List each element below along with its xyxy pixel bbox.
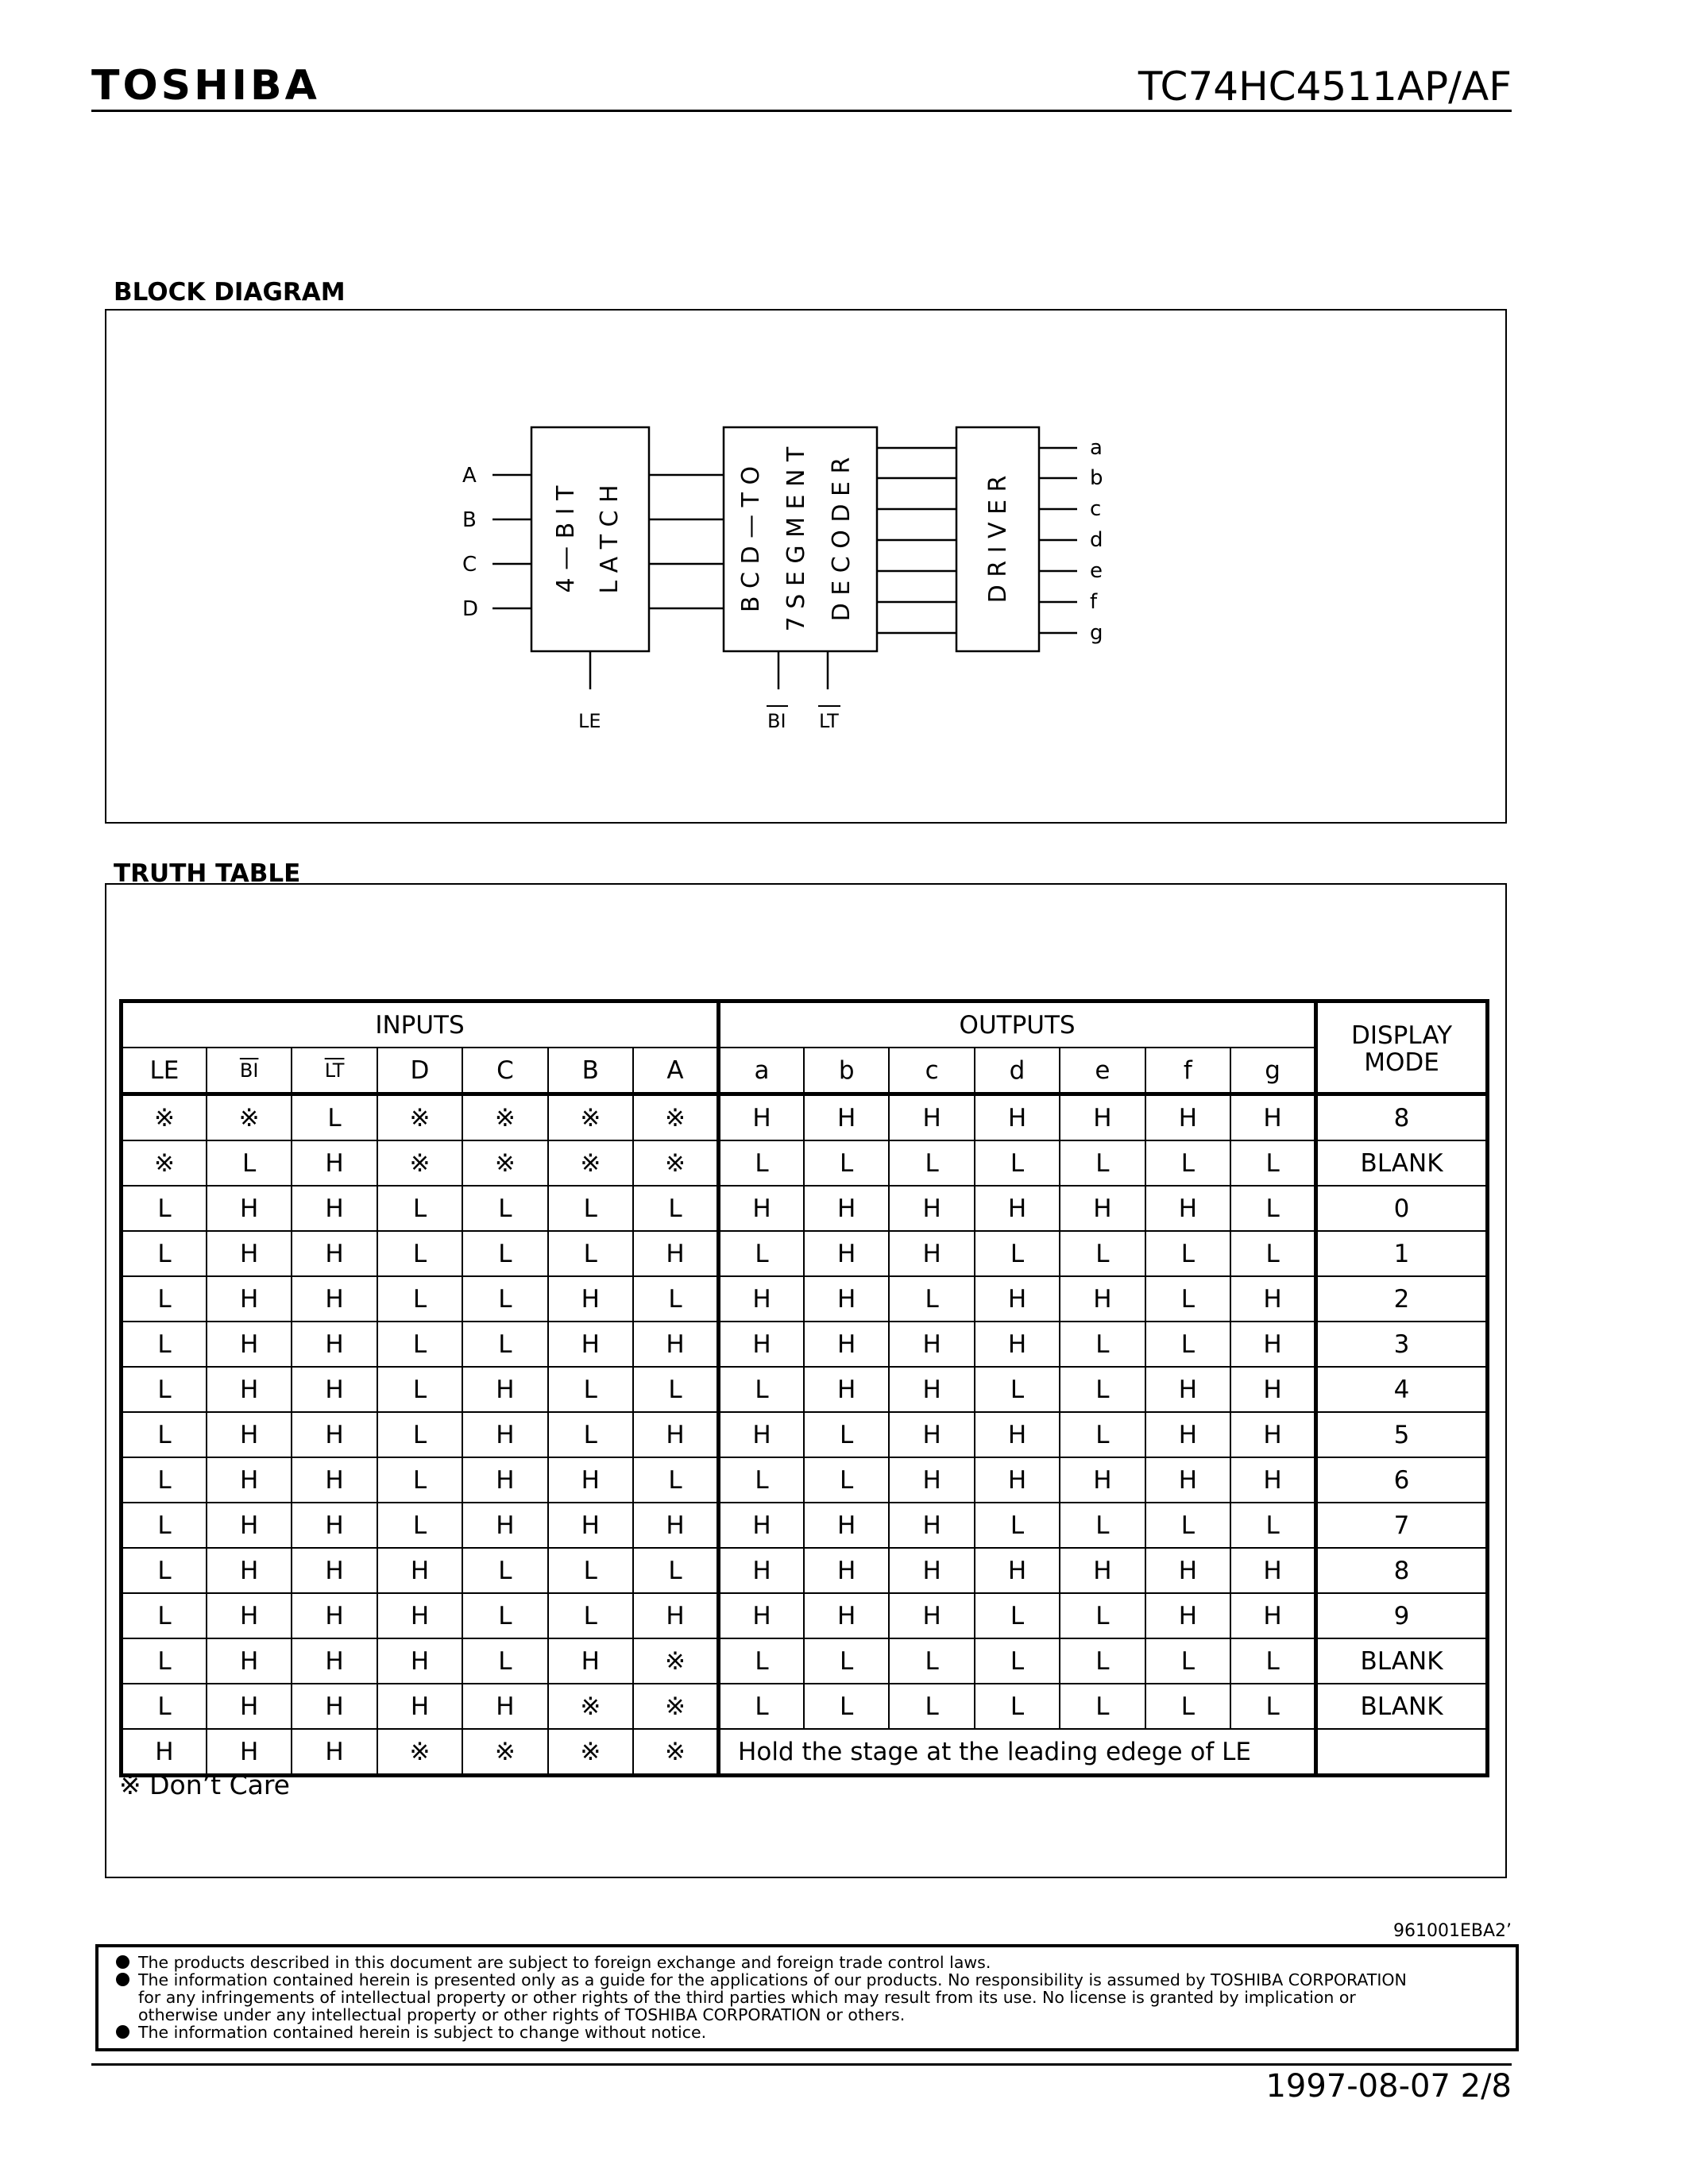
output-cell: H — [1230, 1412, 1316, 1457]
notice-text: otherwise under any intellectual property or other rights of TOSHIBA CORPORATION or others. — [138, 2005, 906, 2024]
input-cell: H — [207, 1276, 292, 1322]
output-cell: H — [1230, 1548, 1316, 1593]
output-cell: L — [1060, 1684, 1145, 1729]
output-cell: H — [1230, 1094, 1316, 1141]
input-cell: H — [207, 1638, 292, 1684]
output-cell: L — [719, 1684, 804, 1729]
input-cell: ※ — [548, 1094, 633, 1141]
output-cell: H — [804, 1186, 889, 1231]
display-mode-cell: 9 — [1316, 1593, 1488, 1638]
toshiba-logo: TOSHIBA — [91, 62, 320, 110]
inputs-group-header: INPUTS — [122, 1001, 719, 1048]
input-cell: H — [292, 1367, 377, 1412]
input-cell: H — [633, 1412, 719, 1457]
display-mode-cell: 6 — [1316, 1457, 1488, 1503]
input-cell: ※ — [633, 1094, 719, 1141]
output-cell: H — [804, 1094, 889, 1141]
input-cell: H — [207, 1231, 292, 1276]
output-cell: L — [1060, 1231, 1145, 1276]
output-cell: L — [889, 1684, 974, 1729]
input-cell: ※ — [633, 1729, 719, 1776]
input-cell: H — [207, 1322, 292, 1367]
input-cell: H — [462, 1412, 547, 1457]
output-cell: H — [889, 1593, 974, 1638]
output-cell: H — [975, 1457, 1060, 1503]
input-cell: H — [292, 1140, 377, 1186]
input-cell: H — [633, 1231, 719, 1276]
output-cell: L — [1060, 1412, 1145, 1457]
display-mode-cell: 3 — [1316, 1322, 1488, 1367]
input-cell: H — [462, 1684, 547, 1729]
input-cell: ※ — [207, 1094, 292, 1141]
output-cell: L — [804, 1457, 889, 1503]
display-mode-cell: 8 — [1316, 1094, 1488, 1141]
output-cell: L — [804, 1412, 889, 1457]
output-cell: L — [889, 1638, 974, 1684]
display-mode-cell: 0 — [1316, 1186, 1488, 1231]
notice-text: The information contained herein is presented only as a guide for the applications of our products. No responsibility is assumed by TOSHIBA CORPORATION — [138, 1970, 1407, 1989]
input-cell: H — [633, 1593, 719, 1638]
legal-notice-box — [95, 1944, 1519, 2051]
output-cell: L — [1230, 1684, 1316, 1729]
input-label-b: B — [462, 508, 477, 532]
input-cell: L — [122, 1684, 207, 1729]
output-label-g: g — [1090, 621, 1103, 645]
hold-description: Hold the stage at the leading edege of LE — [719, 1729, 1316, 1776]
input-cell: H — [207, 1593, 292, 1638]
output-cell: H — [889, 1457, 974, 1503]
notice-line — [116, 1989, 1508, 2006]
input-cell: ※ — [462, 1140, 547, 1186]
output-label-c: c — [1090, 497, 1102, 521]
output-cell: L — [1060, 1638, 1145, 1684]
output-label-d: d — [1090, 528, 1103, 552]
input-cell: L — [377, 1276, 462, 1322]
table-row — [122, 1186, 1488, 1231]
display-mode-cell: 4 — [1316, 1367, 1488, 1412]
table-row — [122, 1276, 1488, 1322]
input-cell: H — [292, 1457, 377, 1503]
block-diagram-title: BLOCK DIAGRAM — [114, 278, 346, 307]
input-cell: L — [122, 1186, 207, 1231]
output-cell: H — [719, 1322, 804, 1367]
output-cell: H — [804, 1367, 889, 1412]
col-header-input-5: B — [548, 1048, 633, 1094]
output-label-b: b — [1090, 466, 1103, 490]
output-cell: H — [975, 1548, 1060, 1593]
input-cell: H — [207, 1684, 292, 1729]
input-cell: L — [122, 1503, 207, 1548]
input-cell: H — [548, 1276, 633, 1322]
input-cell: H — [292, 1322, 377, 1367]
output-cell: H — [719, 1412, 804, 1457]
output-cell: H — [1145, 1367, 1230, 1412]
output-cell: L — [804, 1638, 889, 1684]
col-header-output-g: g — [1230, 1048, 1316, 1094]
input-cell: ※ — [633, 1684, 719, 1729]
output-cell: H — [1145, 1186, 1230, 1231]
output-cell: L — [719, 1638, 804, 1684]
col-header-input-1: $\overline{BI}$ — [207, 1048, 292, 1094]
output-cell: H — [1145, 1412, 1230, 1457]
latch-block — [531, 427, 649, 651]
output-cell: L — [1230, 1186, 1316, 1231]
display-mode-cell: 1 — [1316, 1231, 1488, 1276]
truth-table — [119, 999, 1489, 1777]
input-cell: L — [548, 1367, 633, 1412]
output-cell: H — [1060, 1094, 1145, 1141]
output-cell: H — [719, 1503, 804, 1548]
input-cell: H — [548, 1457, 633, 1503]
input-cell: ※ — [633, 1140, 719, 1186]
output-cell: L — [975, 1367, 1060, 1412]
table-row — [122, 1638, 1488, 1684]
output-cell: H — [719, 1186, 804, 1231]
col-header-output-e: e — [1060, 1048, 1145, 1094]
output-cell: L — [1145, 1140, 1230, 1186]
table-row — [122, 1457, 1488, 1503]
input-cell: L — [633, 1276, 719, 1322]
output-cell: H — [889, 1503, 974, 1548]
input-cell: L — [548, 1548, 633, 1593]
output-cell: L — [1145, 1684, 1230, 1729]
notice-line — [116, 1954, 1508, 1971]
input-label-a: A — [462, 464, 477, 488]
output-cell: L — [1060, 1593, 1145, 1638]
col-header-input-4: C — [462, 1048, 547, 1094]
output-cell: L — [1060, 1322, 1145, 1367]
input-cell: H — [633, 1503, 719, 1548]
input-cell: ※ — [548, 1729, 633, 1776]
input-cell: L — [462, 1276, 547, 1322]
output-label-f: f — [1090, 590, 1098, 614]
le-label: LE — [578, 710, 601, 732]
decoder-label-line3: D E C O D E R — [828, 457, 856, 622]
output-cell: H — [1145, 1593, 1230, 1638]
output-cell: L — [889, 1140, 974, 1186]
outputs-group-header: OUTPUTS — [719, 1001, 1316, 1048]
part-number: TC74HC4511AP/AF — [1138, 64, 1512, 110]
input-cell: H — [207, 1729, 292, 1776]
notice-line — [116, 2006, 1508, 2024]
table-row — [122, 1684, 1488, 1729]
output-cell: L — [719, 1457, 804, 1503]
output-cell: H — [975, 1412, 1060, 1457]
input-cell: H — [122, 1729, 207, 1776]
display-mode-cell: 2 — [1316, 1276, 1488, 1322]
input-cell: L — [633, 1548, 719, 1593]
output-cell: L — [719, 1367, 804, 1412]
input-cell: L — [377, 1412, 462, 1457]
lt-label: LT — [819, 710, 839, 732]
output-cell: L — [975, 1638, 1060, 1684]
input-cell: L — [548, 1593, 633, 1638]
output-cell: H — [1230, 1276, 1316, 1322]
output-label-e: e — [1090, 559, 1103, 583]
input-cell: L — [377, 1186, 462, 1231]
input-cell: L — [122, 1548, 207, 1593]
input-cell: L — [548, 1412, 633, 1457]
output-cell: L — [1145, 1322, 1230, 1367]
input-cell: L — [122, 1412, 207, 1457]
output-cell: H — [719, 1094, 804, 1141]
input-cell: L — [377, 1231, 462, 1276]
col-header-output-d: d — [975, 1048, 1060, 1094]
input-cell: H — [377, 1548, 462, 1593]
table-row — [122, 1548, 1488, 1593]
input-cell: H — [207, 1503, 292, 1548]
input-cell: L — [122, 1322, 207, 1367]
output-cell: H — [1230, 1367, 1316, 1412]
output-cell: L — [1230, 1503, 1316, 1548]
output-cell: L — [1230, 1638, 1316, 1684]
input-cell: H — [462, 1367, 547, 1412]
table-row — [122, 1503, 1488, 1548]
date-page: 1997-08-07 2/8 — [1265, 2068, 1512, 2105]
output-cell: L — [1145, 1503, 1230, 1548]
output-cell: L — [975, 1684, 1060, 1729]
input-cell: L — [122, 1276, 207, 1322]
output-cell: H — [804, 1276, 889, 1322]
output-cell: H — [1230, 1322, 1316, 1367]
input-cell: L — [377, 1457, 462, 1503]
output-cell: H — [1145, 1094, 1230, 1141]
input-cell: H — [292, 1503, 377, 1548]
output-cell: H — [1145, 1548, 1230, 1593]
table-row — [122, 1094, 1488, 1141]
output-cell: L — [1145, 1638, 1230, 1684]
input-cell: L — [122, 1231, 207, 1276]
output-cell: L — [975, 1503, 1060, 1548]
input-cell: L — [462, 1322, 547, 1367]
col-header-output-c: c — [889, 1048, 974, 1094]
input-cell: L — [122, 1593, 207, 1638]
input-cell: ※ — [122, 1094, 207, 1141]
output-cell: L — [975, 1231, 1060, 1276]
input-cell: L — [633, 1186, 719, 1231]
output-cell: L — [1145, 1231, 1230, 1276]
bullet-icon — [116, 2025, 129, 2039]
output-cell: H — [719, 1593, 804, 1638]
input-cell: H — [548, 1638, 633, 1684]
input-cell: L — [377, 1367, 462, 1412]
notice-text: The information contained herein is subject to change without notice. — [138, 2023, 707, 2042]
output-cell: H — [804, 1548, 889, 1593]
input-cell: L — [548, 1186, 633, 1231]
decoder-label-line1: B C D — T O — [737, 465, 765, 613]
output-cell: L — [1060, 1140, 1145, 1186]
output-cell: H — [1230, 1457, 1316, 1503]
input-cell: L — [462, 1186, 547, 1231]
col-header-output-a: a — [719, 1048, 804, 1094]
input-cell: L — [633, 1457, 719, 1503]
notice-line — [116, 1971, 1508, 1989]
display-mode-cell: BLANK — [1316, 1140, 1488, 1186]
notice-text: for any infringements of intellectual property or other rights of the third parties which may result from its use. No license is granted by implication or — [138, 1988, 1356, 2007]
output-cell: H — [975, 1094, 1060, 1141]
input-cell: L — [207, 1140, 292, 1186]
table-row — [122, 1140, 1488, 1186]
output-cell: H — [889, 1231, 974, 1276]
input-cell: H — [292, 1186, 377, 1231]
display-mode-cell: 7 — [1316, 1503, 1488, 1548]
notice-text: The products described in this document are subject to foreign exchange and foreign trade control laws. — [138, 1953, 991, 1972]
input-cell: H — [292, 1593, 377, 1638]
input-cell: ※ — [377, 1094, 462, 1141]
col-header-output-b: b — [804, 1048, 889, 1094]
output-cell: H — [1060, 1186, 1145, 1231]
output-cell: H — [804, 1503, 889, 1548]
table-row — [122, 1322, 1488, 1367]
document-id: 961001EBA2’ — [1393, 1921, 1512, 1941]
output-cell: L — [804, 1140, 889, 1186]
bi-label: BI — [767, 710, 786, 732]
display-mode-header: DISPLAY MODE — [1316, 1001, 1488, 1094]
input-cell: L — [122, 1457, 207, 1503]
col-header-input-0: LE — [122, 1048, 207, 1094]
table-row-hold — [122, 1729, 1488, 1776]
output-cell: H — [889, 1094, 974, 1141]
output-cell: H — [889, 1367, 974, 1412]
input-cell: ※ — [548, 1140, 633, 1186]
input-cell: H — [292, 1276, 377, 1322]
col-header-input-6: A — [633, 1048, 719, 1094]
output-cell: H — [889, 1186, 974, 1231]
input-cell: ※ — [462, 1729, 547, 1776]
bullet-icon — [116, 1955, 129, 1969]
input-cell: ※ — [633, 1638, 719, 1684]
output-cell: H — [1060, 1548, 1145, 1593]
output-cell: L — [804, 1684, 889, 1729]
table-row — [122, 1231, 1488, 1276]
output-cell: H — [889, 1412, 974, 1457]
input-cell: H — [292, 1684, 377, 1729]
input-cell: H — [548, 1322, 633, 1367]
input-cell: H — [377, 1593, 462, 1638]
col-header-output-f: f — [1145, 1048, 1230, 1094]
col-header-input-3: D — [377, 1048, 462, 1094]
input-cell: ※ — [548, 1684, 633, 1729]
input-label-d: D — [462, 597, 479, 621]
input-cell: L — [462, 1638, 547, 1684]
output-cell: L — [719, 1231, 804, 1276]
table-row — [122, 1412, 1488, 1457]
table-row — [122, 1367, 1488, 1412]
input-cell: H — [292, 1412, 377, 1457]
output-cell: H — [804, 1593, 889, 1638]
output-cell: L — [1145, 1276, 1230, 1322]
input-cell: H — [462, 1503, 547, 1548]
input-cell: L — [122, 1638, 207, 1684]
input-cell: H — [207, 1457, 292, 1503]
input-cell: H — [462, 1457, 547, 1503]
output-cell: H — [804, 1231, 889, 1276]
output-cell: H — [975, 1322, 1060, 1367]
output-cell: L — [889, 1276, 974, 1322]
input-cell: ※ — [462, 1094, 547, 1141]
input-cell: H — [207, 1412, 292, 1457]
input-cell: L — [462, 1231, 547, 1276]
table-row — [122, 1593, 1488, 1638]
input-cell: H — [292, 1548, 377, 1593]
display-mode-cell: 8 — [1316, 1548, 1488, 1593]
truth-table-title: TRUTH TABLE — [114, 859, 301, 888]
output-cell: H — [719, 1276, 804, 1322]
input-cell: L — [462, 1548, 547, 1593]
input-cell: L — [633, 1367, 719, 1412]
output-cell: H — [975, 1186, 1060, 1231]
bullet-icon — [116, 1973, 129, 1986]
output-cell: H — [719, 1548, 804, 1593]
input-cell: H — [377, 1638, 462, 1684]
input-cell: ※ — [122, 1140, 207, 1186]
input-cell: H — [292, 1729, 377, 1776]
input-cell: L — [122, 1367, 207, 1412]
output-cell: L — [719, 1140, 804, 1186]
input-cell: H — [207, 1367, 292, 1412]
col-header-input-2: $\overline{LT}$ — [292, 1048, 377, 1094]
output-cell: H — [804, 1322, 889, 1367]
input-cell: L — [377, 1503, 462, 1548]
display-mode-cell: BLANK — [1316, 1638, 1488, 1684]
input-cell: H — [292, 1231, 377, 1276]
dont-care-note: ※ Don’t Care — [119, 1769, 290, 1800]
input-cell: H — [633, 1322, 719, 1367]
display-mode-cell — [1316, 1729, 1488, 1776]
output-cell: H — [1060, 1457, 1145, 1503]
output-cell: H — [1060, 1276, 1145, 1322]
input-cell: ※ — [377, 1729, 462, 1776]
output-cell: L — [1230, 1231, 1316, 1276]
driver-label: D R I V E R — [984, 475, 1012, 604]
notice-line — [116, 2024, 1508, 2041]
output-cell: L — [1230, 1140, 1316, 1186]
display-mode-cell: BLANK — [1316, 1684, 1488, 1729]
display-mode-cell: 5 — [1316, 1412, 1488, 1457]
input-cell: L — [462, 1593, 547, 1638]
output-cell: H — [889, 1548, 974, 1593]
latch-label-line2: L A T C H — [596, 484, 624, 594]
decoder-label-line2: 7 S E G M E N T — [782, 446, 810, 632]
output-cell: H — [889, 1322, 974, 1367]
output-cell: L — [1060, 1367, 1145, 1412]
output-cell: H — [1230, 1593, 1316, 1638]
input-cell: L — [548, 1231, 633, 1276]
output-cell: L — [975, 1140, 1060, 1186]
input-cell: H — [207, 1548, 292, 1593]
output-label-a: a — [1090, 436, 1103, 460]
input-cell: L — [292, 1094, 377, 1141]
output-cell: L — [1060, 1503, 1145, 1548]
input-cell: H — [207, 1186, 292, 1231]
input-cell: H — [548, 1503, 633, 1548]
output-cell: H — [975, 1276, 1060, 1322]
input-label-c: C — [462, 553, 477, 577]
output-cell: L — [975, 1593, 1060, 1638]
input-cell: ※ — [377, 1140, 462, 1186]
footer-rule — [91, 2063, 1512, 2066]
latch-label-line1: 4 — B I T — [552, 485, 580, 593]
output-cell: H — [1145, 1457, 1230, 1503]
input-cell: H — [292, 1638, 377, 1684]
input-cell: L — [377, 1322, 462, 1367]
input-cell: H — [377, 1684, 462, 1729]
